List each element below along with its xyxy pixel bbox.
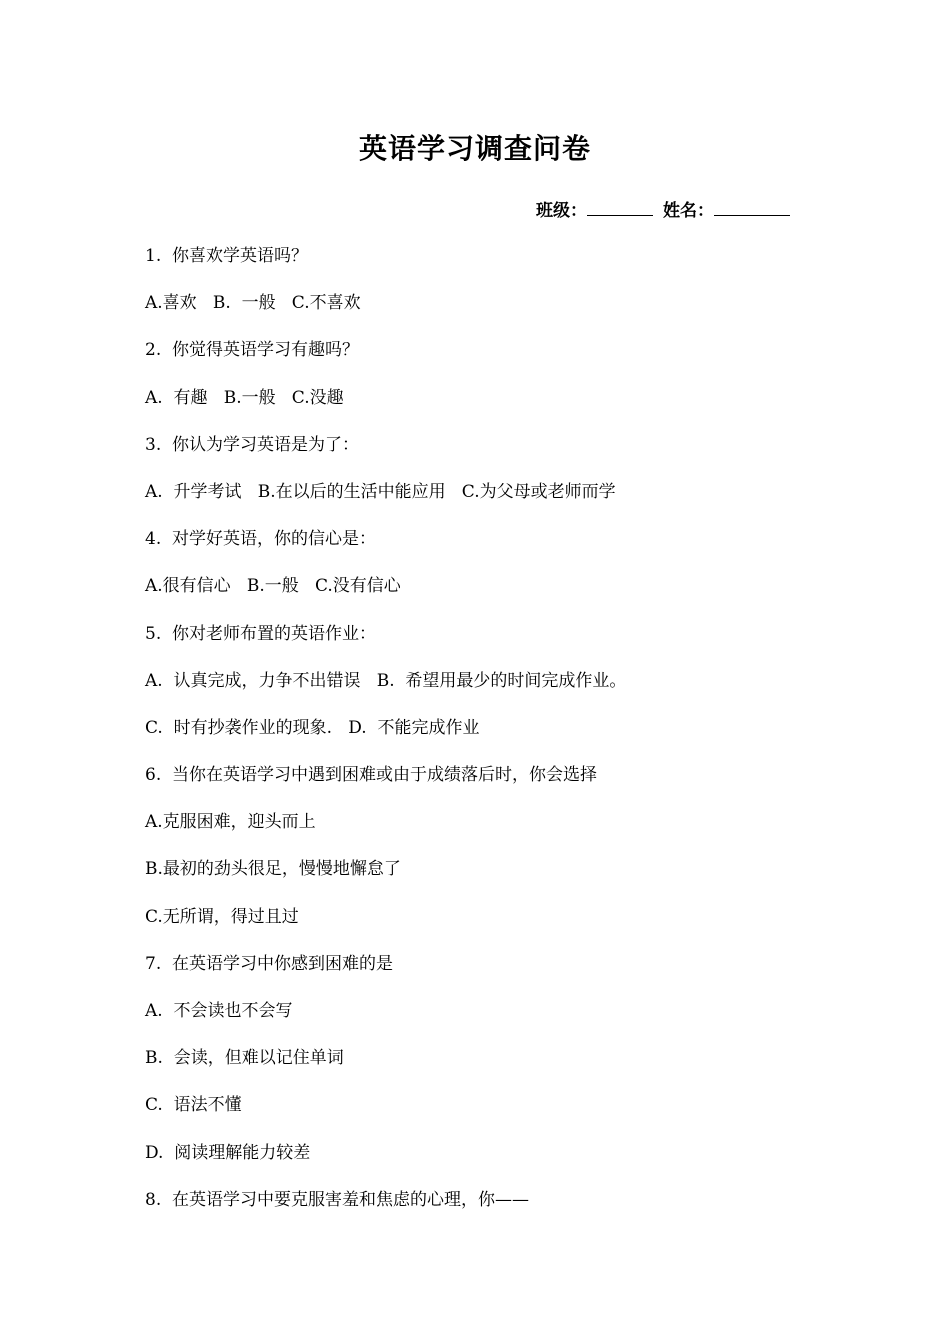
question-5: 5. 你对老师布置的英语作业： xyxy=(145,623,377,644)
question-3-options: A. 升学考试 B.在以后的生活中能应用 C.为父母或老师而学 xyxy=(145,481,616,502)
class-blank[interactable] xyxy=(587,197,653,216)
student-info-line xyxy=(536,197,790,224)
question-5-options-ab: A. 认真完成，力争不出错误 B. 希望用最少的时间完成作业。 xyxy=(145,670,627,691)
question-7-option-b: B. 会读，但难以记住单词 xyxy=(145,1048,344,1069)
question-1-options: A.喜欢 B. 一般 C.不喜欢 xyxy=(145,293,361,314)
question-2-options: A. 有趣 B.一般 C.没趣 xyxy=(145,387,344,408)
question-7-option-a: A. 不会读也不会写 xyxy=(145,1001,293,1021)
question-1: 1. 你喜欢学英语吗？ xyxy=(145,246,309,266)
question-7-option-c: C. 语法不懂 xyxy=(145,1095,242,1116)
question-3: 3. 你认为学习英语是为了： xyxy=(145,434,360,455)
name-blank[interactable] xyxy=(714,197,790,216)
question-4-options: A.很有信心 B.一般 C.没有信心 xyxy=(145,576,401,597)
question-6-option-c: C.无所谓，得过且过 xyxy=(145,906,299,927)
question-7: 7. 在英语学习中你感到困难的是 xyxy=(145,953,394,974)
question-8: 8. 在英语学习中要克服害羞和焦虑的心理，你—— xyxy=(145,1189,530,1210)
name-label: 姓名： xyxy=(663,201,714,221)
question-6-option-a: A.克服困难，迎头而上 xyxy=(145,812,316,833)
class-label: 班级： xyxy=(536,201,587,221)
question-list xyxy=(145,242,845,1233)
question-4: 4. 对学好英语，你的信心是： xyxy=(145,529,377,550)
question-5-options-cd: C. 时有抄袭作业的现象. D. 不能完成作业 xyxy=(145,717,480,738)
page-title: 英语学习调查问卷 xyxy=(358,132,591,165)
question-6: 6. 当你在英语学习中遇到困难或由于成绩落后时，你会选择 xyxy=(145,765,598,786)
question-2: 2. 你觉得英语学习有趣吗？ xyxy=(145,340,360,361)
question-6-option-b: B.最初的劲头很足，慢慢地懈怠了 xyxy=(145,859,401,880)
question-7-option-d: D. 阅读理解能力较差 xyxy=(145,1142,311,1163)
